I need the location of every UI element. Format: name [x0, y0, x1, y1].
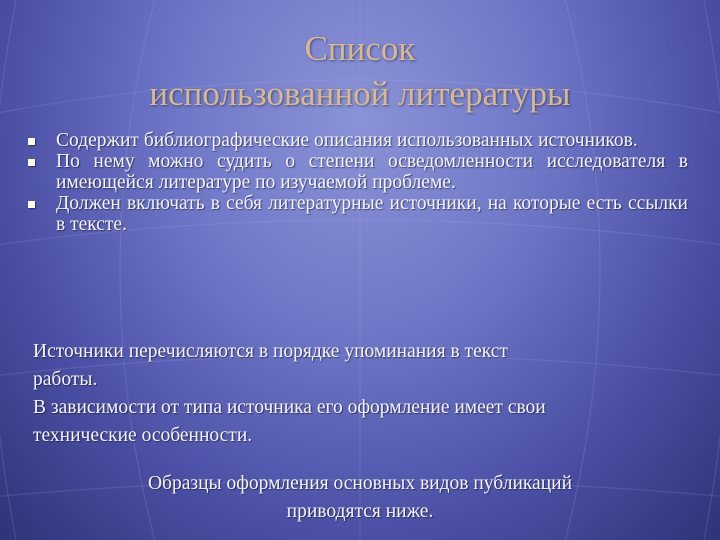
title-line-1: Список	[304, 29, 416, 68]
paragraph-line: работы.	[33, 369, 98, 390]
title-line-2: использованной литературы	[149, 74, 571, 113]
bullet-item	[28, 130, 688, 151]
square-bullet-icon	[28, 201, 35, 208]
body-paragraph	[33, 338, 693, 450]
bullet-item	[28, 193, 688, 235]
bullet-text: Должен включать в себя литературные источники, на которые есть ссылки в тексте.	[56, 193, 688, 235]
paragraph-line: Источники перечисляются в порядке упоминания в текст	[33, 341, 508, 362]
footer-note	[0, 470, 720, 526]
bullet-list	[28, 130, 688, 235]
paragraph-line: В зависимости от типа источника его оформление имеет свои	[33, 397, 546, 418]
paragraph-line: технические особенности.	[33, 425, 253, 446]
slide-title	[0, 26, 720, 116]
bullet-text: По нему можно судить о степени осведомленности исследователя в имеющейся литературе по изучаемой проблеме.	[56, 151, 688, 193]
square-bullet-icon	[28, 159, 35, 166]
bullet-item	[28, 151, 688, 193]
square-bullet-icon	[28, 138, 35, 145]
bullet-text: Содержит библиографические описания использованных источников.	[56, 130, 638, 151]
footer-line-1: Образцы оформления основных видов публикаций	[147, 473, 573, 494]
footer-line-2: приводятся ниже.	[286, 501, 434, 522]
